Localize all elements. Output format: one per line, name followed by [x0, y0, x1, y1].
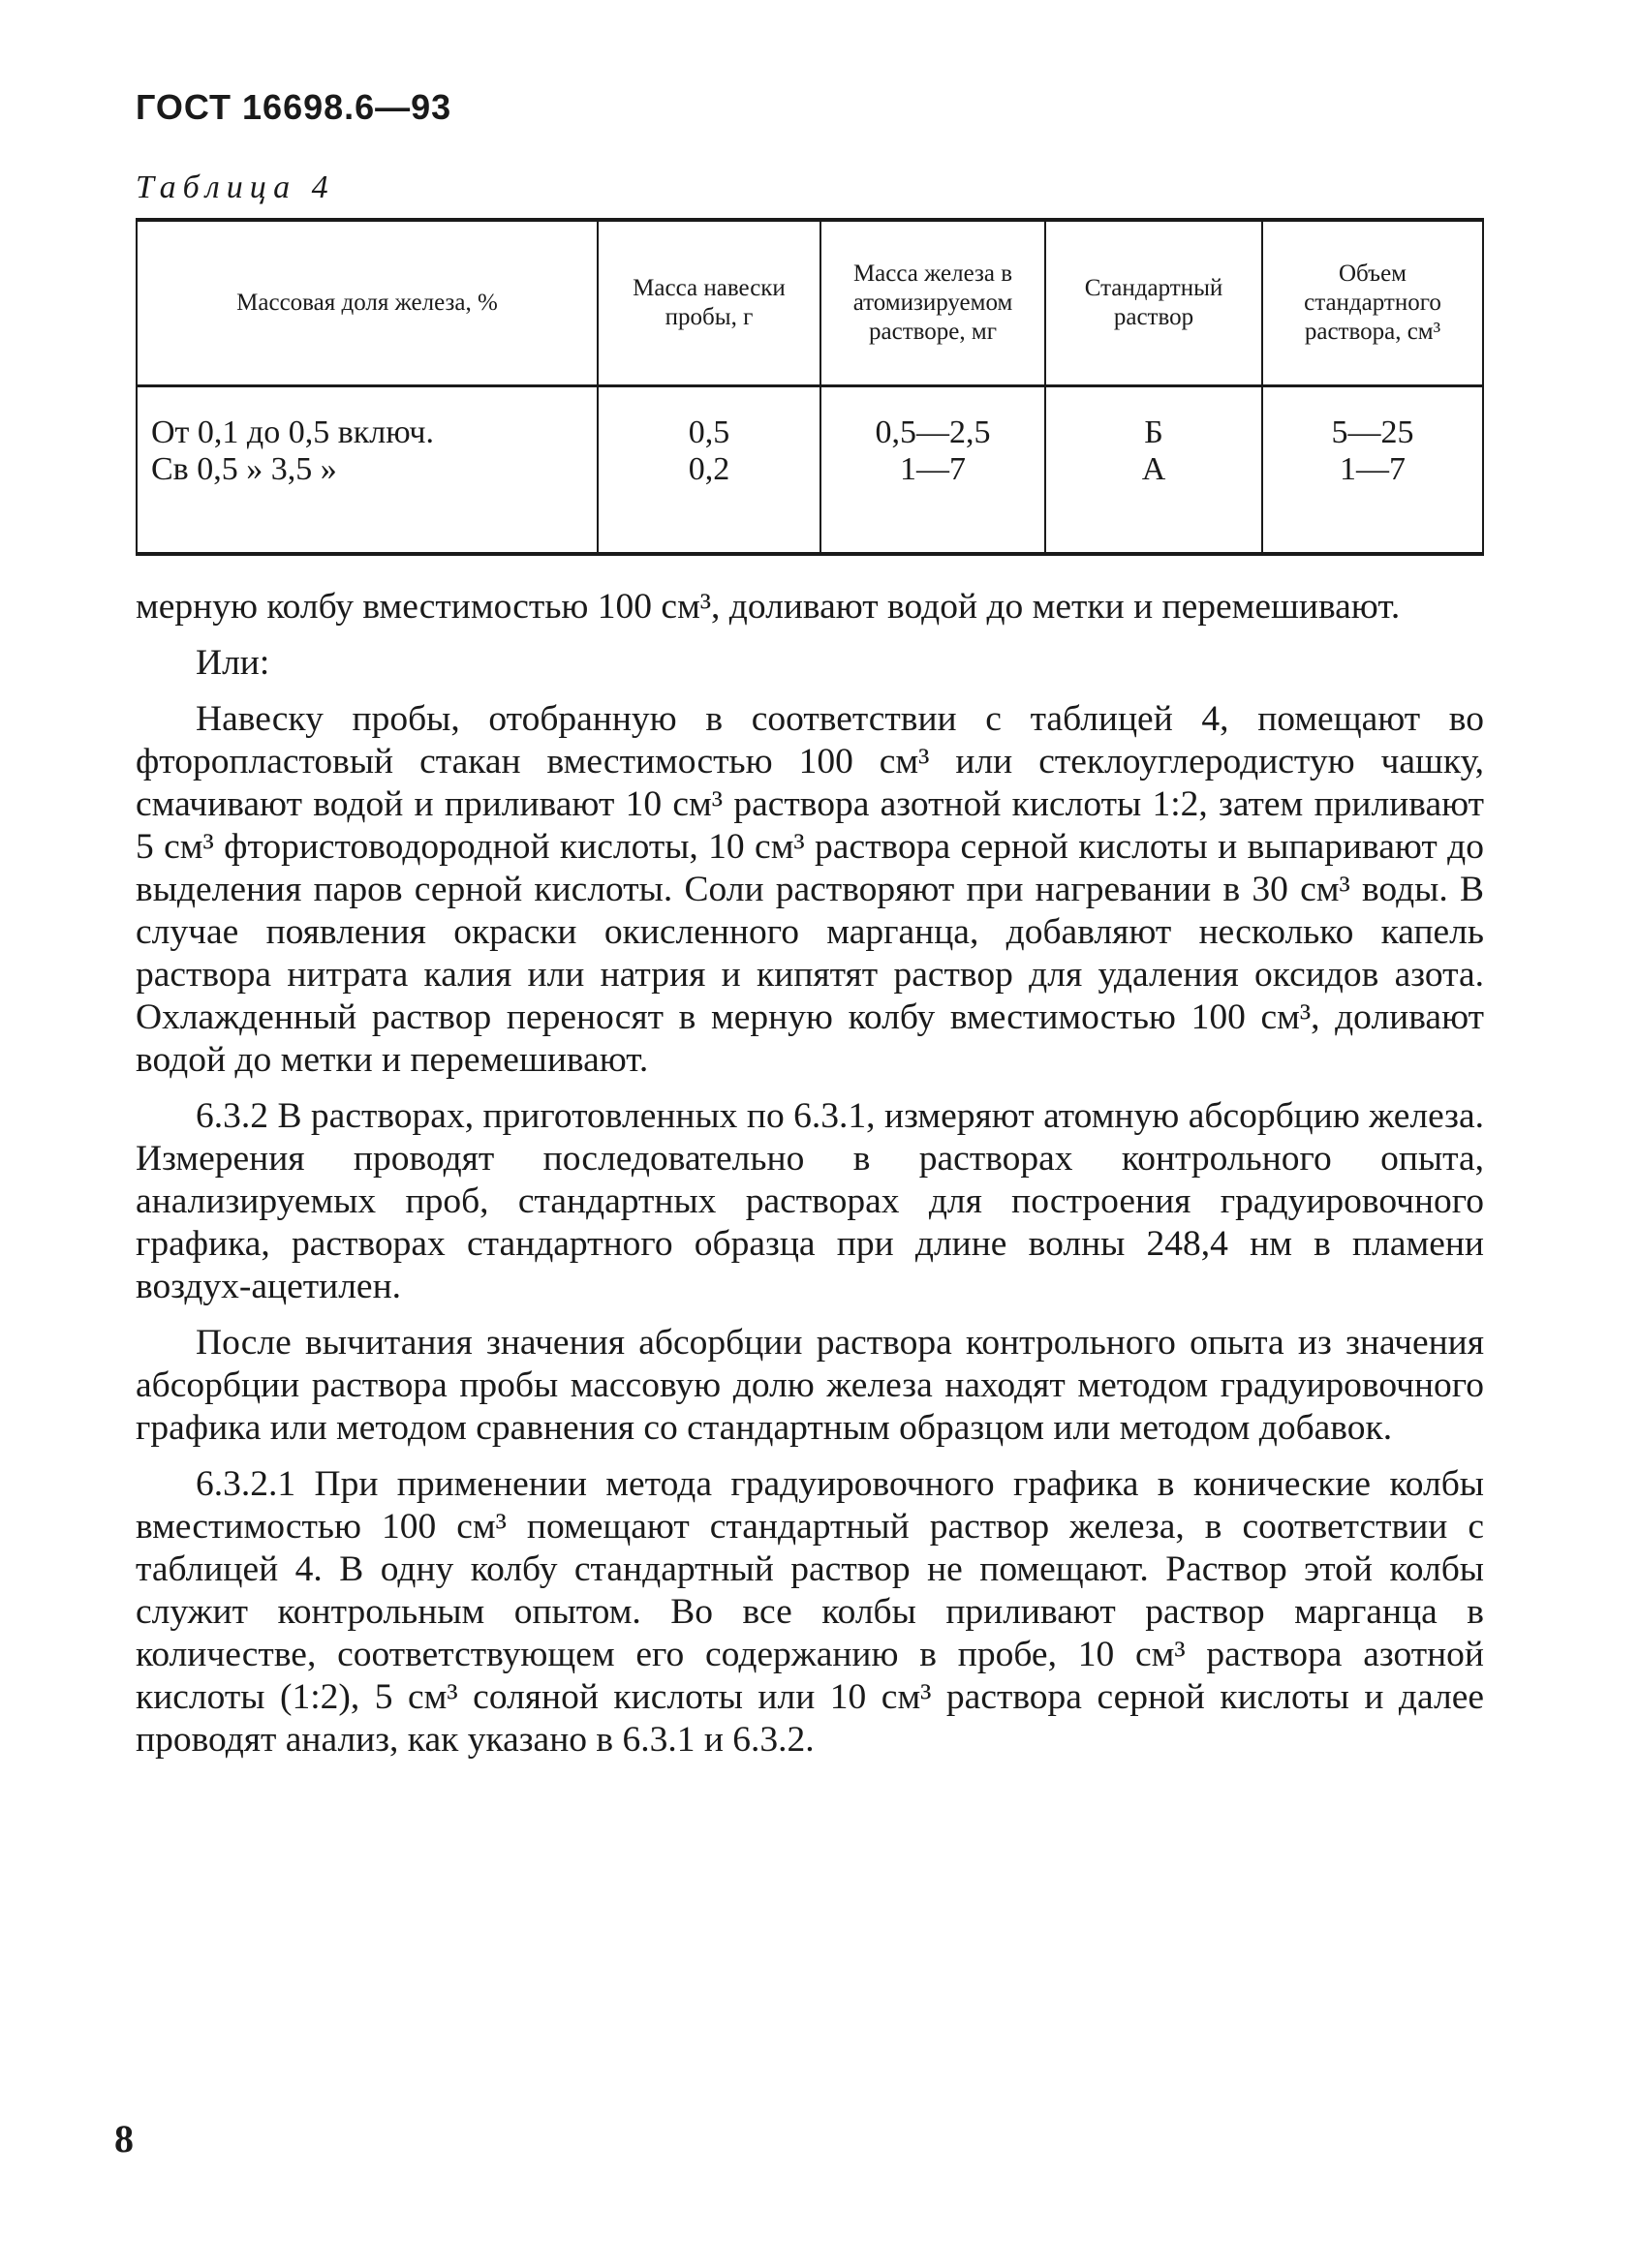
table-header-row — [137, 220, 1483, 386]
table-cell — [1262, 386, 1483, 555]
table-cell — [137, 386, 598, 555]
column-header-iron-fraction: Массовая доля железа, % — [137, 220, 598, 386]
cell-value: Б — [1144, 414, 1163, 450]
paragraph: Или: — [196, 643, 270, 683]
cell-value: 0,5—2,5 — [875, 414, 991, 450]
cell-value: 1—7 — [1340, 451, 1406, 487]
table-cell — [1045, 386, 1262, 555]
paragraph: мерную колбу вместимостью 100 см³, доливают водой до метки и перемешивают. — [136, 587, 1401, 627]
table-cell — [820, 386, 1045, 555]
column-header-solution-volume: Объем стандартного раствора, см³ — [1262, 220, 1483, 386]
section-6-3-2: 6.3.2 В растворах, приготовленных по 6.3.1, измеряют атомную абсорбцию железа. Измерения проводят последовательно в растворах контрольного опыта, анализируемых проб, стандартных растворах для построения градуировочного графика, растворах стандартного образца при длине волны 248,4 нм в пламени воздух-ацетилен. — [136, 1096, 1484, 1306]
cell-value: От 0,1 до 0,5 включ. — [151, 414, 434, 450]
cell-value: 0,5 — [688, 414, 730, 450]
cell-value: А — [1141, 451, 1166, 487]
body-text — [136, 586, 1484, 1775]
table-caption: Таблица 4 — [136, 169, 335, 205]
document-header: ГОСТ 16698.6—93 — [136, 87, 452, 127]
data-table — [136, 218, 1484, 556]
page-number: 8 — [114, 2117, 134, 2161]
cell-value: Св 0,5 » 3,5 » — [151, 451, 337, 487]
paragraph: Навеску пробы, отобранную в соответствии с таблицей 4, помещают во фторопластовый стакан вместимостью 100 см³ или стеклоуглеродистую чашку, смачивают водой и приливают 10 см³ раствора азотной кислоты 1:2, затем приливают 5 см³ фтористоводородной кислоты, 10 см³ раствора серной кислоты и выпаривают до выделения паров серной кислоты. Соли растворяют при нагревании в 30 см³ воды. В случае появления окраски окисленного марганца, добавляют несколько капель раствора нитрата калия или натрия и кипятят раствор для удаления оксидов азота. Охлажденный раствор переносят в мерную колбу вместимостью 100 см³, доливают водой до метки и перемешивают. — [136, 699, 1484, 1080]
paragraph: После вычитания значения абсорбции раствора контрольного опыта из значения абсорбции раствора пробы массовую долю железа находят методом градуировочного графика или методом сравнения со стандартным образцом или методом добавок. — [136, 1323, 1484, 1448]
table-row — [137, 386, 1483, 555]
cell-value: 0,2 — [688, 451, 730, 487]
section-6-3-2-1: 6.3.2.1 При применении метода градуировочного графика в конические колбы вместимостью 100 см³ помещают стандартный раствор железа, в соответствии с таблицей 4. В одну колбу стандартный раствор не помещают. Раствор этой колбы служит контрольным опытом. Во все колбы приливают раствор марганца в количестве, соответствующем его содержанию в пробе, 10 см³ раствора азотной кислоты (1:2), 5 см³ соляной кислоты или 10 см³ раствора серной кислоты и далее проводят анализ, как указано в 6.3.1 и 6.3.2. — [136, 1464, 1484, 1760]
column-header-sample-mass: Масса навески пробы, г — [598, 220, 820, 386]
table-cell — [598, 386, 820, 555]
column-header-standard-solution: Стандартный раствор — [1045, 220, 1262, 386]
column-header-iron-mass: Масса железа в атомизируемом растворе, мг — [820, 220, 1045, 386]
cell-value: 5—25 — [1331, 414, 1414, 450]
cell-value: 1—7 — [900, 451, 966, 487]
